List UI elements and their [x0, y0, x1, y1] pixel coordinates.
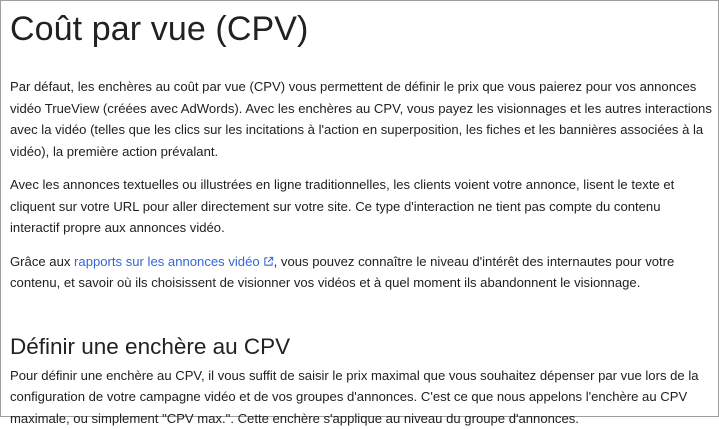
paragraph-video-reports-tail: , vous pouvez connaître le niveau d'intérêt des internautes pour votre contenu, et savoir où ils choisissent de visionner vos vidéos et à quel moment ils abandonnent le visionnage.: [10, 254, 674, 291]
paragraph-video-reports-lead: Grâce aux: [10, 254, 74, 269]
page-title: Coût par vue (CPV): [10, 1, 712, 51]
video-ad-reports-link[interactable]: [74, 254, 274, 269]
paragraph-set-cpv-bid: Pour définir une enchère au CPV, il vous suffit de saisir le prix maximal que vous souhaitez dépenser par vue lors de la configuration de votre campagne vidéo et de vos groupes d'annonces. C'est ce que nous appelons l'enchère au CPV maximale, ou simplement "CPV max.". Cette enchère s'applique au niveau du groupe d'annonces.: [10, 365, 712, 429]
external-link-icon[interactable]: [263, 256, 274, 267]
paragraph-video-reports: [10, 251, 712, 294]
section-heading-cpv-bid: Définir une enchère au CPV: [10, 332, 712, 362]
paragraph-traditional-ads: Avec les annonces textuelles ou illustrées en ligne traditionnelles, les clients voient votre annonce, lisent le texte et cliquent sur votre URL pour aller directement sur votre site. Ce type d'interaction ne tient pas compte du contenu interactif propre aux annonces vidéo.: [10, 174, 712, 239]
video-ad-reports-link-label[interactable]: rapports sur les annonces vidéo: [74, 254, 260, 269]
paragraph-cpv-intro: Par défaut, les enchères au coût par vue (CPV) vous permettent de définir le prix que vous paierez pour vos annonces vidéo TrueView (créées avec AdWords). Avec les enchères au CPV, vous payez les visionnages et les autres interactions avec la vidéo (telles que les clics sur les incitations à l'action en superposition, les fiches et les bannières associées à la vidéo), la première action prévalant.: [10, 76, 712, 162]
article-content: [10, 1, 712, 429]
